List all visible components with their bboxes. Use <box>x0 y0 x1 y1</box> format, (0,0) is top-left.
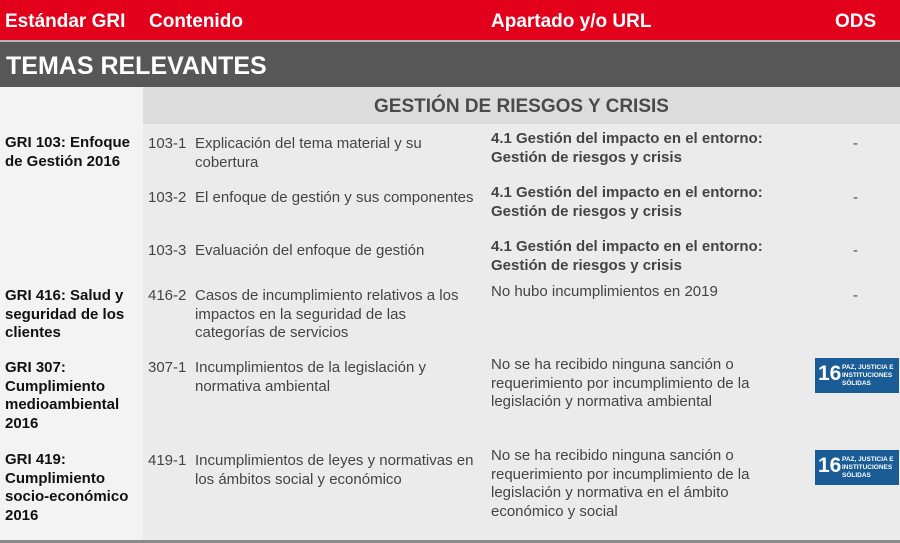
subsection-bar <box>143 87 900 124</box>
row-reference: 4.1 Gestión del impacto en el entorno: Gestión de riesgos y crisis <box>491 184 763 220</box>
header-content: Contenido <box>149 11 243 32</box>
table-header <box>0 0 900 40</box>
section-bar <box>0 42 900 87</box>
row-reference: No se ha recibido ninguna sanción o requerimiento por incumplimiento de la legislación y normativa ambiental <box>491 356 750 410</box>
ods-16-icon <box>815 358 899 393</box>
row-description: Incumplimientos de la legislación y normativa ambiental <box>195 359 426 395</box>
row-description: Casos de incumplimiento relativos a los impactos en la seguridad de las categorías de servicios <box>195 287 459 341</box>
row-description: Explicación del tema material y su cobertura <box>195 135 422 171</box>
row-code: 416-2 <box>148 287 187 304</box>
ods-badge-label: PAZ, JUSTICIA E INSTITUCIONES SÓLIDAS <box>842 456 894 479</box>
row-standard: GRI 419: Cumplimiento socio-económico 2016 <box>5 451 129 524</box>
row-description: Incumplimientos de leyes y normativas en los ámbitos social y económico <box>195 452 474 488</box>
row-ods: - <box>853 287 858 304</box>
row-ods: - <box>853 135 858 152</box>
row-ods: - <box>853 242 858 259</box>
row-reference: No se ha recibido ninguna sanción o requerimiento por incumplimiento de la legislación y normativa en el ámbito económico y social <box>491 447 750 520</box>
row-description: Evaluación del enfoque de gestión <box>195 242 425 259</box>
row-code: 419-1 <box>148 452 187 469</box>
ods-16-icon <box>815 450 899 485</box>
row-code: 103-2 <box>148 189 187 206</box>
subsection-title: GESTIÓN DE RIESGOS Y CRISIS <box>374 96 669 117</box>
header-ods: ODS <box>835 11 877 32</box>
header-reference: Apartado y/o URL <box>491 11 652 32</box>
row-reference: 4.1 Gestión del impacto en el entorno: Gestión de riesgos y crisis <box>491 130 763 166</box>
row-code: 103-3 <box>148 242 187 259</box>
row-code: 307-1 <box>148 359 187 376</box>
row-standard: GRI 103: Enfoque de Gestión 2016 <box>5 134 131 170</box>
row-standard: GRI 416: Salud y seguridad de los clientes <box>5 287 125 341</box>
row-standard: GRI 307: Cumplimiento medioambiental 2016 <box>5 359 120 432</box>
row-reference: 4.1 Gestión del impacto en el entorno: Gestión de riesgos y crisis <box>491 238 763 274</box>
ods-badge-number: 16 <box>818 454 842 477</box>
section-title: TEMAS RELEVANTES <box>6 52 267 80</box>
row-reference: No hubo incumplimientos en 2019 <box>491 283 718 300</box>
header-standard: Estándar GRI <box>5 11 126 32</box>
row-code: 103-1 <box>148 135 187 152</box>
ods-badge-label: PAZ, JUSTICIA E INSTITUCIONES SÓLIDAS <box>842 364 894 387</box>
ods-badge-number: 16 <box>818 362 842 385</box>
row-ods: - <box>853 189 858 206</box>
row-description: El enfoque de gestión y sus componentes <box>195 189 474 206</box>
